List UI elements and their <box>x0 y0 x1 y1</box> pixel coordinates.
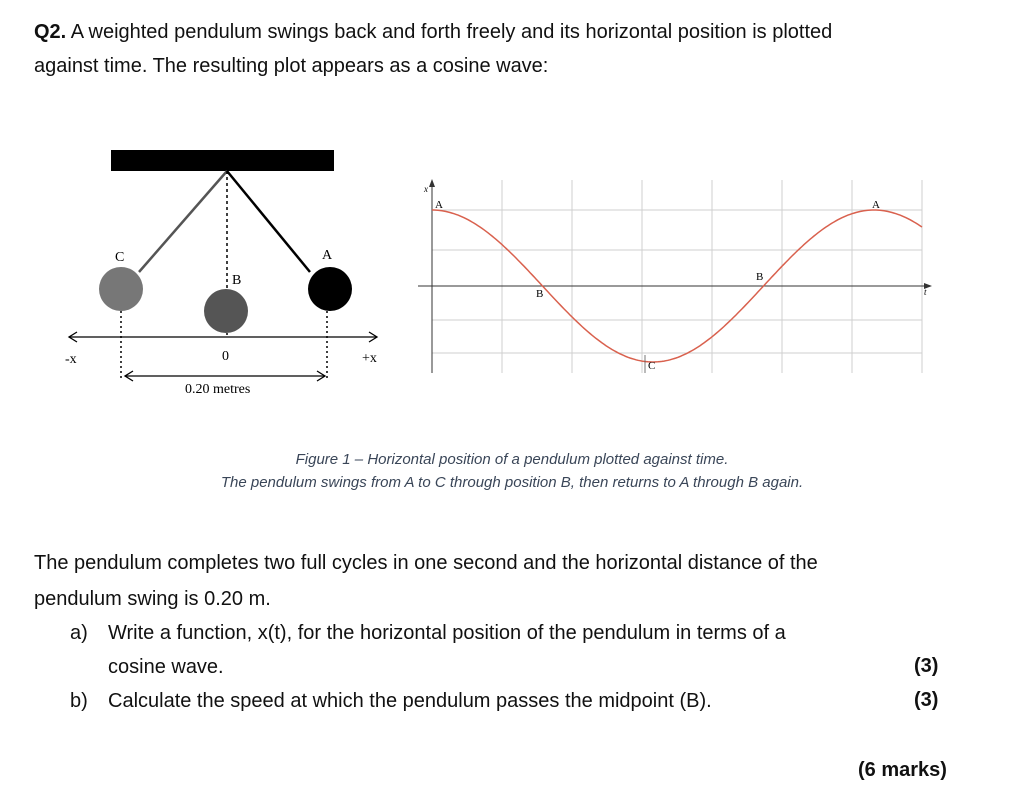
description-line-2: pendulum swing is 0.20 m. <box>34 588 271 610</box>
bob-A <box>308 267 352 311</box>
grid <box>432 180 922 373</box>
graph-label-A-start: A <box>435 199 443 211</box>
part-b-marks: (3) <box>914 689 939 711</box>
question-line-1 <box>34 20 832 44</box>
part-b-line-1: Calculate the speed at which the pendulum passes the midpoint (B). <box>108 690 712 712</box>
graph-label-C: C <box>648 360 656 372</box>
part-a-line-1: Write a function, x(t), for the horizontal position of the pendulum in terms of a <box>108 622 786 644</box>
neg-x-label: -x <box>65 352 77 367</box>
part-a-marks: (3) <box>914 655 939 677</box>
string-C <box>139 171 227 272</box>
pendulum-figure <box>55 140 395 410</box>
graph-label-A-end: A <box>872 199 880 211</box>
label-C: C <box>115 250 125 265</box>
question-number: Q2. <box>34 21 67 43</box>
part-a-letter: a) <box>70 622 88 644</box>
figure-caption-1: Figure 1 – Horizontal position of a pendulum plotted against time. <box>295 451 729 468</box>
y-axis-label: x <box>424 184 428 194</box>
t-axis-label: t <box>924 287 927 297</box>
ceiling-bar <box>111 150 334 171</box>
label-B: B <box>232 273 242 288</box>
y-axis-arrow <box>429 179 435 187</box>
string-A <box>227 171 310 272</box>
question-text-2: against time. The resulting plot appears as a cosine wave: <box>34 55 549 77</box>
description-line-1: The pendulum completes two full cycles in one second and the horizontal distance of the <box>34 552 818 574</box>
graph-label-B-second: B <box>756 271 764 283</box>
part-b-letter: b) <box>70 690 88 712</box>
distance-label: 0.20 metres <box>185 382 251 397</box>
bob-C <box>99 267 143 311</box>
label-A: A <box>322 248 333 263</box>
bob-B <box>204 289 248 333</box>
part-a-line-2: cosine wave. <box>108 656 224 678</box>
graph-label-B-first: B <box>536 288 544 300</box>
pos-x-label: +x <box>362 351 377 366</box>
cosine-graph <box>410 175 940 380</box>
question-text-1: A weighted pendulum swings back and forth freely and its horizontal position is plotted <box>70 21 833 43</box>
zero-label: 0 <box>222 349 229 364</box>
figure-caption-2: The pendulum swings from A to C through position B, then returns to A through B again. <box>220 474 804 491</box>
total-marks: (6 marks) <box>858 759 947 781</box>
